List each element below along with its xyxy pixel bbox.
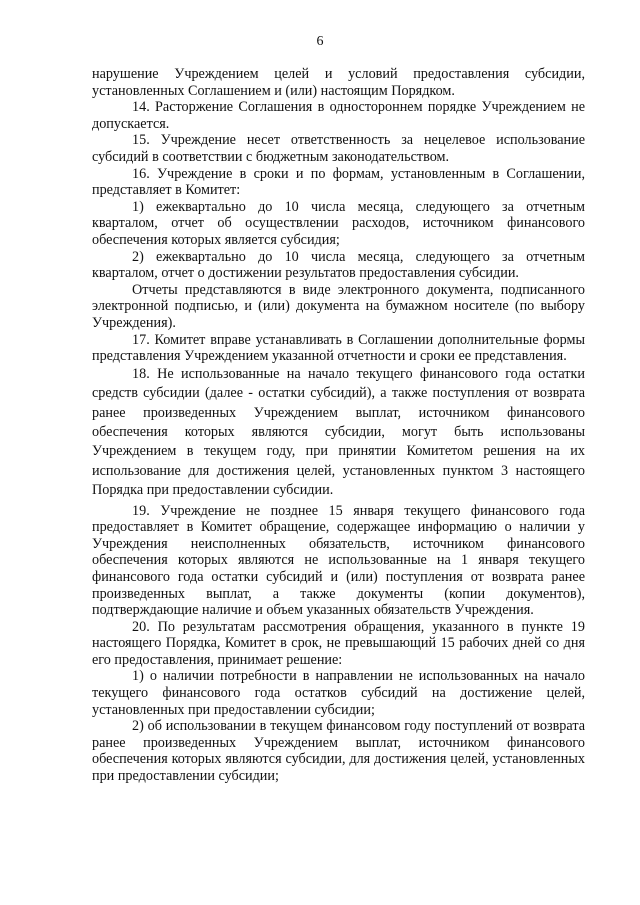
paragraph-20: 20. По результатам рассмотрения обращения, указанного в пункте 19 настоящего Порядка, Комитет в срок, не превышающий 15 рабочих дней со дня его предоставления, принимает решение: <box>92 618 585 668</box>
paragraph-18: 18. Не использованные на начало текущего финансового года остатки средств субсидии (далее - остатки субсидий), а также поступления от возврата ранее произведенных Учреждением выплат, источником финансового обеспечения которых являются субсидии, могут быть использованы Учреждением в текущем году, при принятии Комитетом решения на их использование для достижения целей, установленных пунктом 3 настоящего Порядка при предоставлении субсидии. <box>92 365 585 499</box>
paragraph-continuation: нарушение Учреждением целей и условий предоставления субсидии, установленных Соглашением и (или) настоящим Порядком. <box>92 66 585 99</box>
paragraph-14: 14. Расторжение Соглашения в одностороннем порядке Учреждением не допускается. <box>92 99 585 132</box>
paragraph-16-item-2: 2) ежеквартально до 10 числа месяца, следующего за отчетным кварталом, отчет о достижении результатов предоставления субсидии. <box>92 248 585 282</box>
paragraph-19: 19. Учреждение не позднее 15 января текущего финансового года предоставляет в Комитет обращение, содержащее информацию о наличии у Учреждения неисполненных обязательств, источником финансового обеспечения которых являются не использованные на 1 января текущего финансового года остатки субсидий и (или) поступления от возврата ранее произведенных выплат, а также документы (копии документов), подтверждающие наличие и объем указанных обязательств Учреждения. <box>92 502 585 619</box>
paragraph-16: 16. Учреждение в сроки и по формам, установленным в Соглашении, представляет в Комитет: <box>92 165 585 199</box>
paragraph-20-item-1: 1) о наличии потребности в направлении не использованных на начало текущего финансового года остатков субсидий на достижение целей, установленных при предоставлении субсидии; <box>92 668 585 718</box>
page-number: 6 <box>316 34 324 49</box>
document-body <box>92 66 585 785</box>
paragraph-16-reports: Отчеты представляются в виде электронного документа, подписанного электронной подписью, и (или) документа на бумажном носителе (по выбору Учреждения). <box>92 281 585 331</box>
paragraph-16-item-1: 1) ежеквартально до 10 числа месяца, следующего за отчетным кварталом, отчет об осуществлении расходов, источником финансового обеспечения которых является субсидия; <box>92 198 585 248</box>
paragraph-15: 15. Учреждение несет ответственность за нецелевое использование субсидий в соответствии с бюджетным законодательством. <box>92 132 585 165</box>
paragraph-20-item-2: 2) об использовании в текущем финансовом году поступлений от возврата ранее произведенных Учреждением выплат, источником финансового обеспечения которых являются субсидии, для достижения целей, установленных при предоставлении субсидии; <box>92 718 585 785</box>
paragraph-17: 17. Комитет вправе устанавливать в Соглашении дополнительные формы представления Учреждением указанной отчетности и сроки ее представления. <box>92 331 585 365</box>
